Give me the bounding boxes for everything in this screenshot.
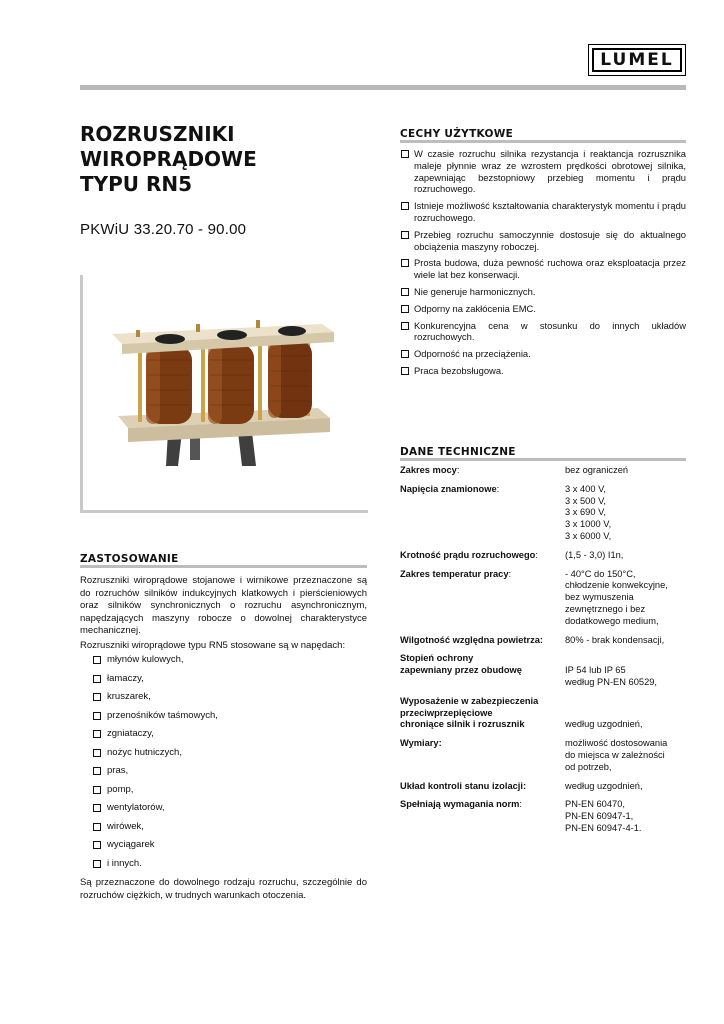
list-item: przenośników taśmowych, <box>92 710 218 729</box>
list-item: W czasie rozruchu silnika rezystancja i reaktancja rozrusznika maleje płynnie wraz ze wzrostem prędkości obrotowej silnika, zapewniając bezstopniowy przebieg momentu i prądu rozruchowego. <box>400 148 686 195</box>
list-item: Istnieje możliwość kształtowania charakterystyk momentu i prądu rozruchowego. <box>400 200 686 224</box>
checkbox-bullet-icon <box>93 786 101 794</box>
technical-data-table <box>400 465 686 842</box>
list-item: wentylatorów, <box>92 802 218 821</box>
spec-key-label: Krotność prądu rozruchowego <box>400 549 536 560</box>
application-lead: Rozruszniki wiroprądowe typu RN5 stosowane są w napędach: <box>80 640 346 651</box>
checkbox-bullet-icon <box>401 288 409 296</box>
checkbox-bullet-icon <box>93 767 101 775</box>
spec-key-suffix: : <box>508 568 512 579</box>
checkbox-bullet-icon <box>401 202 409 210</box>
spec-key-suffix: : <box>456 465 460 475</box>
list-item: Nie generuje harmonicznych. <box>400 286 686 298</box>
technical-rule <box>400 458 686 461</box>
spec-key-label: Spełniają wymagania norm <box>400 799 520 810</box>
checkbox-bullet-icon <box>93 841 101 849</box>
list-item: młynów kulowych, <box>92 654 218 673</box>
spec-key-label: Wilgotność względna powietrza: <box>400 634 543 645</box>
title-line-2: WIROPRĄDOWE <box>80 147 257 171</box>
spec-key-label: Stopień ochrony zapewniany przez obudowę <box>400 653 522 676</box>
checkbox-bullet-icon <box>401 150 409 158</box>
spec-key-label: Wyposażenie w zabezpieczenia przeciwprzepięciowe chroniące silnik i rozrusznik <box>400 695 539 730</box>
checkbox-bullet-icon <box>93 860 101 868</box>
list-item: pomp, <box>92 784 218 803</box>
list-item: kruszarek, <box>92 691 218 710</box>
photo-frame-bottom <box>80 510 368 513</box>
logo-text: LUMEL <box>592 48 682 72</box>
table-row <box>400 550 686 569</box>
title-line-1: ROZRUSZNIKI <box>80 122 235 146</box>
checkbox-bullet-icon <box>93 804 101 812</box>
checkbox-bullet-icon <box>401 350 409 358</box>
table-row <box>400 738 686 780</box>
spec-value: 80% - brak kondensacji, <box>565 634 665 645</box>
spec-key-suffix: : <box>496 483 500 494</box>
list-item: Konkurencyjna cena w stosunku do innych układów rozruchowych. <box>400 320 686 344</box>
features-heading: CECHY UŻYTKOWE <box>400 128 514 140</box>
list-item: wirówek, <box>92 821 218 840</box>
spec-key-label: Układ kontroli stanu izolacji: <box>400 780 527 791</box>
list-item: zgniataczy, <box>92 728 218 747</box>
header-rule <box>80 85 686 90</box>
list-item: Odporność na przeciążenia. <box>400 348 686 360</box>
list-item: Praca bezobsługowa. <box>400 365 686 377</box>
list-item: Przebieg rozruchu samoczynnie dostosuje się do aktualnego obciążenia maszyny roboczej. <box>400 229 686 253</box>
table-row <box>400 569 686 635</box>
list-item: Prosta budowa, duża pewność ruchowa oraz eksploatacja przez wiele lat bez konserwacji. <box>400 257 686 281</box>
table-row <box>400 653 686 695</box>
document-title <box>80 122 340 197</box>
spec-key <box>400 465 565 484</box>
application-list <box>92 654 218 876</box>
product-photo-starter <box>108 320 340 468</box>
list-item: i innych. <box>92 858 218 877</box>
spec-value: możliwość dostosowania do miejsca w zależności od potrzeb, <box>565 738 668 772</box>
table-row <box>400 696 686 738</box>
table-row <box>400 635 686 654</box>
spec-value: PN-EN 60470, PN-EN 60947-1, PN-EN 60947-4-1. <box>565 799 642 833</box>
checkbox-bullet-icon <box>401 305 409 313</box>
spec-value: - 40°C do 150°C, chłodzenie konwekcyjne, bez wymuszenia zewnętrznego i bez dodatkowego medium, <box>565 568 668 626</box>
spec-key <box>400 635 565 654</box>
spec-key <box>400 550 565 569</box>
table-row <box>400 484 686 550</box>
spec-key <box>400 569 565 635</box>
list-item: łamaczy, <box>92 673 218 692</box>
checkbox-bullet-icon <box>93 712 101 720</box>
spec-value: według uzgodnień, <box>565 780 643 791</box>
checkbox-bullet-icon <box>93 656 101 664</box>
checkbox-bullet-icon <box>93 749 101 757</box>
pkwiu-code: PKWiU 33.20.70 - 90.00 <box>80 221 247 238</box>
list-item: Odporny na zakłócenia EMC. <box>400 303 686 315</box>
application-intro: Rozruszniki wiroprądowe stojanowe i wirnikowe przeznaczone są do rozruchów silników indukcyjnych klatkowych i pierścieniowych oraz silników synchronicznych o rozruchu asynchronicznym, napędzających maszyny robocze o dowolnej charakterystyce mechanicznej. <box>80 575 367 636</box>
spec-key-suffix: : <box>519 799 522 810</box>
checkbox-bullet-icon <box>401 367 409 375</box>
application-outro: Są przeznaczone do dowolnego rodzaju rozruchu, szczególnie do rozruchów ciężkich, w trudnych warunkach otoczenia. <box>80 877 367 901</box>
list-item: wyciągarek <box>92 839 218 858</box>
technical-heading: DANE TECHNICZNE <box>400 446 516 458</box>
spec-value: bez ograniczeń <box>565 465 629 475</box>
checkbox-bullet-icon <box>401 231 409 239</box>
spec-key <box>400 653 565 695</box>
spec-value: IP 54 lub IP 65 według PN-EN 60529, <box>565 665 657 687</box>
checkbox-bullet-icon <box>93 693 101 701</box>
checkbox-bullet-icon <box>93 823 101 831</box>
checkbox-bullet-icon <box>401 322 409 330</box>
spec-key <box>400 696 565 738</box>
spec-key <box>400 738 565 780</box>
spec-key-label: Zakres mocy <box>400 465 457 475</box>
list-item: nożyc hutniczych, <box>92 747 218 766</box>
spec-key <box>400 781 565 800</box>
spec-value: 3 x 400 V, 3 x 500 V, 3 x 690 V, 3 x 1000 V, 3 x 6000 V, <box>565 483 612 541</box>
table-row <box>400 799 686 841</box>
application-rule <box>80 565 367 568</box>
spec-value: według uzgodnień, <box>565 719 643 730</box>
features-list <box>400 148 686 382</box>
list-item: pras, <box>92 765 218 784</box>
checkbox-bullet-icon <box>401 259 409 267</box>
checkbox-bullet-icon <box>93 730 101 738</box>
title-line-3: TYPU RN5 <box>80 172 193 196</box>
spec-key-label: Zakres temperatur pracy <box>400 568 509 579</box>
spec-key-suffix: : <box>535 549 538 560</box>
spec-key-label: Wymiary: <box>400 738 442 749</box>
application-heading: ZASTOSOWANIE <box>80 553 179 565</box>
checkbox-bullet-icon <box>93 675 101 683</box>
spec-key <box>400 799 565 841</box>
spec-key-label: Napięcia znamionowe <box>400 483 497 494</box>
table-row <box>400 781 686 800</box>
spec-value: (1,5 - 3,0) I1n, <box>565 549 624 560</box>
spec-key <box>400 484 565 550</box>
features-rule <box>400 140 686 143</box>
table-row <box>400 465 686 484</box>
lumel-logo <box>588 44 686 76</box>
